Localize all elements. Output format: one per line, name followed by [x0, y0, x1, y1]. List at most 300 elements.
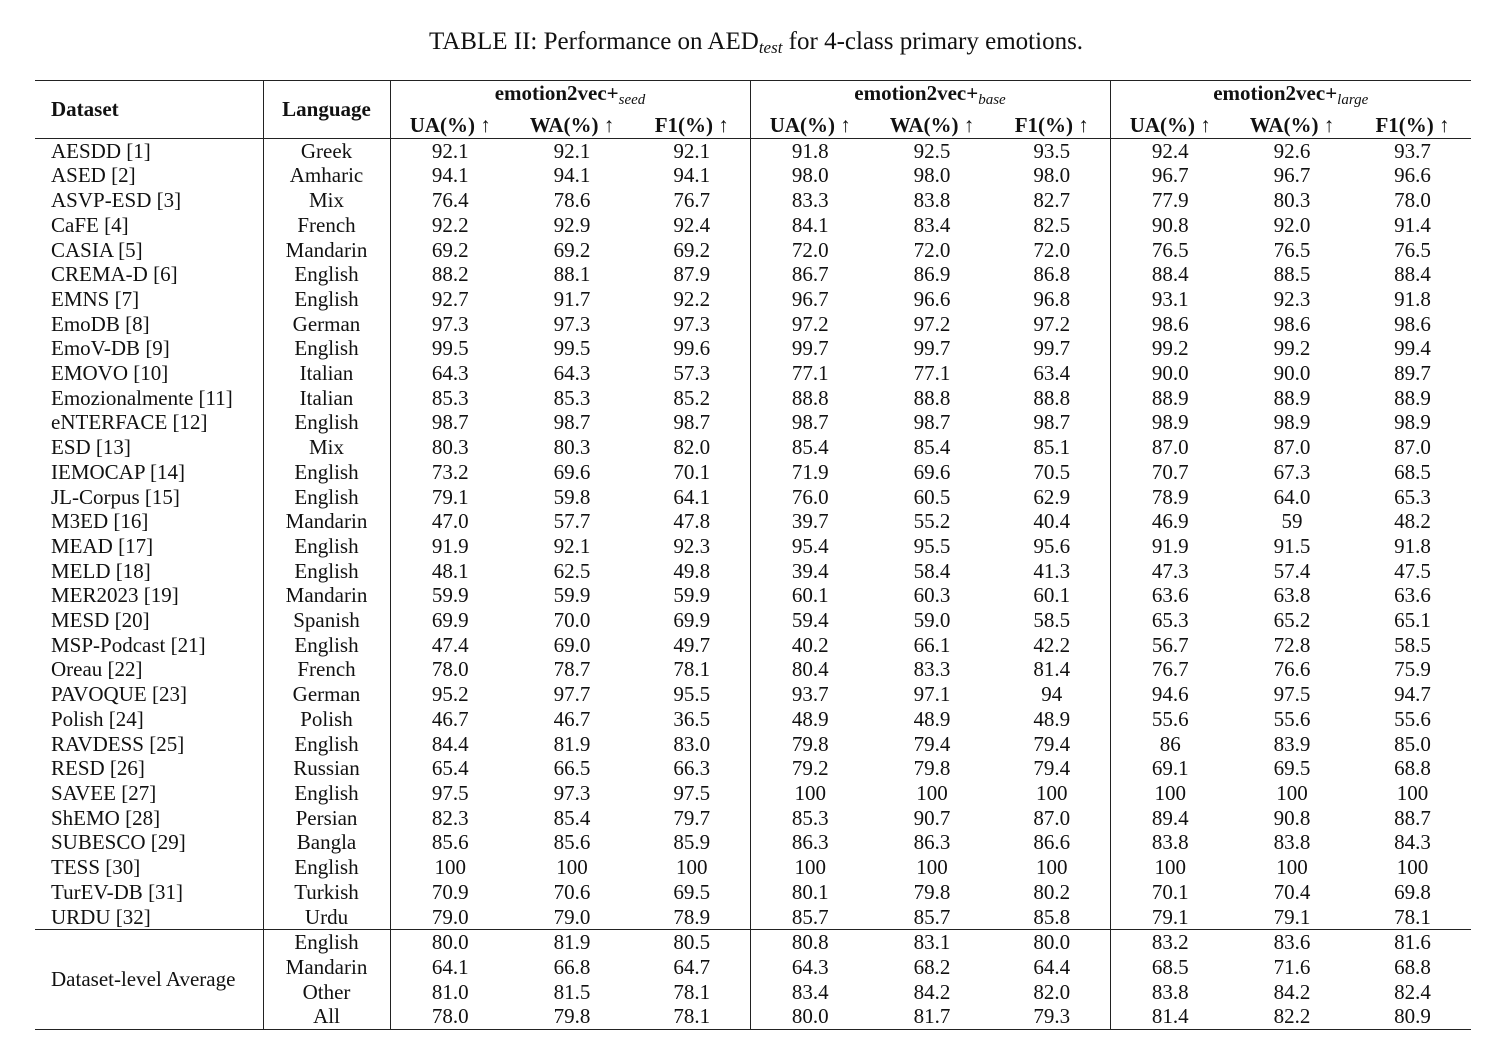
cell-seed-f1: 98.7: [673, 410, 711, 435]
cell-seed-ua: 92.2: [390, 213, 510, 238]
cell-base-wa: 88.8: [913, 385, 951, 410]
cell-dataset: JL-Corpus [15]: [51, 484, 180, 509]
cell-base-wa: 48.9: [913, 706, 951, 731]
metric-f1: F1(%) ↑: [994, 113, 1110, 139]
cell-large-ua: 90.8: [1110, 213, 1230, 238]
cell-seed-wa: 80.3: [553, 435, 591, 460]
cell-base-wa: 98.0: [913, 163, 951, 188]
cell-language: English: [263, 781, 390, 806]
table-caption: [0, 28, 1512, 58]
cell-base-ua: 80.1: [750, 880, 870, 905]
cell-large-wa: 91.5: [1273, 533, 1311, 558]
cell-seed-ua: 81.0: [390, 980, 510, 1005]
header-language: Language: [263, 81, 390, 139]
cell-large-wa: 98.9: [1273, 410, 1311, 435]
cell-seed-ua: 80.0: [390, 930, 510, 955]
cell-seed-ua: 88.2: [390, 262, 510, 287]
cell-large-ua: 78.9: [1110, 485, 1230, 510]
cell-language: Spanish: [263, 608, 390, 633]
metric-wa: WA(%) ↑: [1230, 113, 1354, 139]
cell-large-f1: 78.0: [1394, 188, 1431, 213]
cell-base-wa: 68.2: [913, 954, 951, 979]
cell-seed-ua: 79.1: [390, 485, 510, 510]
cell-language: German: [263, 682, 390, 707]
cell-language: Italian: [263, 361, 390, 386]
cell-language: Italian: [263, 386, 390, 411]
cell-seed-f1: 99.6: [673, 336, 711, 361]
cell-seed-wa: 85.6: [553, 830, 591, 855]
table-row: [35, 163, 1471, 188]
cell-base-wa: 79.8: [913, 879, 951, 904]
metric-f1: F1(%) ↑: [1354, 113, 1471, 139]
cell-base-wa: 83.8: [913, 188, 951, 213]
cell-large-f1: 93.7: [1394, 138, 1431, 163]
table-row: [35, 312, 1471, 337]
cell-base-f1: 79.4: [1033, 731, 1071, 756]
table-row: [35, 386, 1471, 411]
average-row: [35, 930, 1471, 955]
cell-base-wa: 55.2: [913, 509, 951, 534]
metric-ua: UA(%) ↑: [1110, 113, 1230, 139]
metric-ua: UA(%) ↑: [390, 113, 510, 139]
cell-large-f1: 58.5: [1394, 632, 1431, 657]
cell-large-wa: 64.0: [1273, 484, 1311, 509]
cell-large-wa: 100: [1276, 780, 1308, 805]
cell-seed-ua: 79.0: [390, 905, 510, 930]
cell-large-f1: 81.6: [1354, 930, 1471, 955]
table-row: [35, 608, 1471, 633]
cell-base-f1: 72.0: [1033, 237, 1071, 262]
cell-base-f1: 98.0: [1033, 163, 1071, 188]
cell-base-wa: 69.6: [913, 459, 951, 484]
cell-large-ua: 93.1: [1110, 287, 1230, 312]
group-name: emotion2vec+: [494, 81, 619, 105]
cell-large-f1: 88.7: [1394, 805, 1431, 830]
cell-base-wa: 60.5: [913, 484, 951, 509]
cell-seed-wa: 79.0: [553, 904, 591, 929]
cell-base-ua: 80.0: [750, 1004, 870, 1029]
cell-large-f1: 87.0: [1394, 435, 1431, 460]
cell-seed-wa: 64.3: [553, 361, 591, 386]
cell-large-f1: 98.6: [1394, 311, 1431, 336]
cell-seed-wa: 92.9: [553, 212, 591, 237]
cell-large-f1: 65.3: [1394, 484, 1431, 509]
cell-dataset: Polish [24]: [51, 706, 144, 731]
cell-seed-f1: 95.5: [673, 682, 711, 707]
cell-seed-f1: 97.3: [673, 311, 711, 336]
metric-f1: F1(%) ↑: [634, 113, 750, 139]
cell-large-wa: 71.6: [1273, 954, 1311, 979]
cell-base-f1: 63.4: [1033, 361, 1071, 386]
cell-base-ua: 95.4: [750, 534, 870, 559]
cell-language: English: [263, 855, 390, 880]
cell-seed-wa: 85.4: [553, 805, 591, 830]
cell-dataset: SAVEE [27]: [51, 780, 157, 805]
cell-large-ua: 99.2: [1110, 336, 1230, 361]
cell-large-ua: 77.9: [1110, 188, 1230, 213]
cell-seed-wa: 92.1: [553, 533, 591, 558]
cell-seed-ua: 94.1: [390, 163, 510, 188]
cell-base-wa: 99.7: [913, 336, 951, 361]
cell-base-wa: 59.0: [913, 608, 951, 633]
cell-seed-wa: 81.5: [553, 979, 591, 1004]
cell-large-wa: 88.5: [1273, 262, 1311, 287]
cell-base-ua: 88.8: [750, 386, 870, 411]
cell-large-f1: 100: [1396, 780, 1429, 805]
cell-large-wa: 82.2: [1230, 1004, 1354, 1029]
cell-seed-f1: 49.8: [673, 558, 711, 583]
cell-large-ua: 56.7: [1110, 633, 1230, 658]
cell-base-ua: 86.3: [750, 830, 870, 855]
cell-dataset: ShEMO [28]: [51, 805, 161, 830]
cell-dataset: RESD [26]: [51, 756, 145, 781]
cell-seed-wa: 81.9: [553, 731, 591, 756]
cell-large-ua: 90.0: [1110, 361, 1230, 386]
cell-seed-ua: 76.4: [390, 188, 510, 213]
cell-language: English: [263, 633, 390, 658]
cell-base-ua: 84.1: [750, 213, 870, 238]
cell-base-wa: 86.3: [913, 830, 951, 855]
cell-large-ua: 65.3: [1110, 608, 1230, 633]
table-row: [35, 485, 1471, 510]
cell-large-f1: 91.8: [1394, 533, 1431, 558]
cell-base-ua: 64.3: [750, 955, 870, 980]
table-row: [35, 830, 1471, 855]
cell-seed-wa: 92.1: [553, 138, 591, 163]
cell-dataset: ASVP-ESD [3]: [51, 188, 182, 213]
cell-large-f1: 88.9: [1394, 385, 1431, 410]
cell-base-f1: 87.0: [1033, 805, 1071, 830]
cell-seed-wa: 46.7: [553, 706, 591, 731]
cell-base-wa: 97.1: [913, 682, 951, 707]
cell-dataset: M3ED [16]: [51, 509, 149, 534]
cell-seed-f1: 85.9: [673, 830, 711, 855]
cell-seed-wa: 91.7: [553, 286, 591, 311]
cell-base-wa: 83.4: [913, 212, 951, 237]
cell-large-ua: 87.0: [1110, 435, 1230, 460]
cell-large-f1: 96.6: [1394, 163, 1431, 188]
cell-seed-f1: 78.1: [634, 1004, 750, 1029]
cell-language: Mix: [263, 435, 390, 460]
cell-large-ua: 96.7: [1110, 163, 1230, 188]
cell-base-wa: 60.3: [913, 583, 951, 608]
cell-large-f1: 68.5: [1394, 459, 1431, 484]
cell-seed-f1: 97.5: [673, 780, 711, 805]
cell-base-ua: 93.7: [750, 682, 870, 707]
cell-base-wa: 100: [916, 780, 948, 805]
cell-base-ua: 80.4: [750, 657, 870, 682]
cell-language: Mix: [263, 188, 390, 213]
cell-seed-f1: 78.9: [673, 904, 711, 929]
cell-large-ua: 86: [1110, 732, 1230, 757]
cell-seed-f1: 69.5: [673, 879, 711, 904]
cell-large-f1: 48.2: [1394, 509, 1431, 534]
cell-large-wa: 88.9: [1273, 385, 1311, 410]
header-group-seed: [390, 81, 750, 113]
cell-seed-wa: 59.8: [553, 484, 591, 509]
table-row: [35, 435, 1471, 460]
cell-base-ua: 86.7: [750, 262, 870, 287]
group-name: emotion2vec+: [854, 81, 979, 105]
cell-large-f1: 84.3: [1394, 830, 1431, 855]
cell-seed-f1: 47.8: [673, 509, 711, 534]
cell-seed-wa: 94.1: [553, 163, 591, 188]
cell-base-f1: 62.9: [1033, 484, 1071, 509]
cell-seed-wa: 70.6: [553, 879, 591, 904]
cell-large-f1: 65.1: [1394, 608, 1431, 633]
cell-large-ua: 98.9: [1110, 410, 1230, 435]
cell-base-f1: 41.3: [1033, 558, 1071, 583]
cell-seed-f1: 70.1: [673, 459, 711, 484]
cell-seed-wa: 66.5: [553, 756, 591, 781]
cell-seed-ua: 78.0: [390, 657, 510, 682]
cell-seed-ua: 48.1: [390, 559, 510, 584]
cell-seed-ua: 84.4: [390, 732, 510, 757]
cell-large-ua: 98.6: [1110, 312, 1230, 337]
cell-base-wa: 98.7: [913, 410, 951, 435]
cell-base-f1: 85.8: [1033, 904, 1071, 929]
cell-large-wa: 72.8: [1273, 632, 1311, 657]
cell-base-wa: 72.0: [913, 237, 951, 262]
header-group-base: [750, 81, 1110, 113]
cell-base-f1: 79.3: [994, 1004, 1110, 1029]
table-row: [35, 509, 1471, 534]
cell-base-wa: 97.2: [913, 311, 951, 336]
cell-base-ua: 59.4: [750, 608, 870, 633]
cell-large-f1: 98.9: [1394, 410, 1431, 435]
cell-seed-f1: 59.9: [673, 583, 711, 608]
cell-seed-wa: 98.7: [553, 410, 591, 435]
cell-seed-ua: 98.7: [390, 410, 510, 435]
cell-dataset: RAVDESS [25]: [51, 731, 185, 756]
cell-seed-wa: 97.3: [553, 780, 591, 805]
metric-wa: WA(%) ↑: [870, 113, 994, 139]
table-row: [35, 732, 1471, 757]
cell-base-wa: 79.8: [913, 756, 951, 781]
cell-base-wa: 77.1: [913, 361, 951, 386]
cell-seed-ua: 69.2: [390, 238, 510, 263]
cell-base-f1: 80.2: [1033, 879, 1071, 904]
cell-dataset: ESD [13]: [51, 435, 131, 460]
cell-large-f1: 99.4: [1394, 336, 1431, 361]
metric-wa: WA(%) ↑: [510, 113, 634, 139]
cell-base-f1: 99.7: [1033, 336, 1071, 361]
cell-dataset: EMOVO [10]: [51, 361, 169, 386]
cell-seed-ua: 100: [390, 855, 510, 880]
cell-dataset: EmoDB [8]: [51, 311, 150, 336]
cell-base-f1: 100: [1036, 855, 1068, 880]
cell-base-f1: 97.2: [1033, 311, 1071, 336]
cell-base-ua: 83.4: [750, 980, 870, 1005]
cell-seed-f1: 57.3: [673, 361, 711, 386]
cell-base-ua: 79.2: [750, 756, 870, 781]
cell-seed-f1: 82.0: [673, 435, 711, 460]
cell-base-wa: 92.5: [913, 138, 951, 163]
cell-large-wa: 55.6: [1273, 706, 1311, 731]
cell-large-wa: 69.5: [1273, 756, 1311, 781]
cell-large-ua: 69.1: [1110, 756, 1230, 781]
cell-seed-ua: 78.0: [390, 1004, 510, 1029]
cell-seed-ua: 70.9: [390, 880, 510, 905]
cell-seed-wa: 85.3: [553, 385, 591, 410]
cell-base-ua: 83.3: [750, 188, 870, 213]
cell-seed-ua: 69.9: [390, 608, 510, 633]
cell-large-f1: 85.0: [1394, 731, 1431, 756]
cell-large-f1: 82.4: [1394, 979, 1431, 1004]
cell-large-ua: 94.6: [1110, 682, 1230, 707]
cell-base-ua: 71.9: [750, 460, 870, 485]
cell-language: Urdu: [263, 905, 390, 930]
cell-base-wa: 81.7: [870, 1004, 994, 1029]
cell-large-ua: 91.9: [1110, 534, 1230, 559]
cell-seed-ua: 64.1: [390, 955, 510, 980]
cell-large-ua: 70.7: [1110, 460, 1230, 485]
cell-seed-wa: 99.5: [553, 336, 591, 361]
caption-subscript: test: [758, 38, 783, 57]
cell-large-f1: 55.6: [1394, 706, 1431, 731]
cell-large-f1: 91.8: [1394, 286, 1431, 311]
cell-language: English: [263, 559, 390, 584]
cell-base-ua: 85.3: [750, 806, 870, 831]
cell-base-ua: 80.8: [750, 930, 870, 955]
cell-dataset: CREMA-D [6]: [51, 262, 178, 287]
cell-large-wa: 92.6: [1273, 138, 1311, 163]
cell-large-ua: 55.6: [1110, 707, 1230, 732]
cell-base-wa: 90.7: [913, 805, 951, 830]
cell-seed-f1: 49.7: [673, 632, 711, 657]
cell-language: German: [263, 312, 390, 337]
cell-large-wa: 83.6: [1230, 930, 1354, 955]
cell-base-ua: 96.7: [750, 287, 870, 312]
cell-language: French: [263, 213, 390, 238]
cell-dataset: MELD [18]: [51, 558, 151, 583]
cell-large-f1: 78.1: [1394, 904, 1431, 929]
cell-seed-f1: 78.1: [673, 657, 711, 682]
cell-large-ua: 83.8: [1110, 980, 1230, 1005]
cell-large-wa: 83.8: [1273, 830, 1311, 855]
metric-ua: UA(%) ↑: [750, 113, 870, 139]
table-row: [35, 855, 1471, 880]
cell-language: English: [263, 732, 390, 757]
table-row: [35, 682, 1471, 707]
cell-large-ua: 68.5: [1110, 955, 1230, 980]
cell-base-wa: 58.4: [913, 558, 951, 583]
cell-seed-wa: 70.0: [553, 608, 591, 633]
cell-seed-wa: 59.9: [553, 583, 591, 608]
cell-dataset: MSP-Podcast [21]: [51, 632, 206, 657]
cell-seed-wa: 78.6: [553, 188, 591, 213]
cell-large-f1: 68.8: [1394, 954, 1431, 979]
cell-base-wa: 83.3: [913, 657, 951, 682]
cell-base-wa: 83.1: [870, 930, 994, 955]
cell-large-f1: 75.9: [1394, 657, 1431, 682]
table-row: [35, 806, 1471, 831]
cell-seed-f1: 36.5: [673, 706, 711, 731]
cell-large-f1: 100: [1396, 855, 1429, 880]
cell-large-ua: 92.4: [1110, 138, 1230, 163]
cell-large-ua: 89.4: [1110, 806, 1230, 831]
cell-dataset: TESS [30]: [51, 855, 141, 880]
cell-seed-f1: 92.1: [673, 138, 711, 163]
table-row: [35, 287, 1471, 312]
cell-large-wa: 87.0: [1273, 435, 1311, 460]
cell-base-f1: 79.4: [1033, 756, 1071, 781]
cell-large-wa: 65.2: [1273, 608, 1311, 633]
cell-base-ua: 85.7: [750, 905, 870, 930]
cell-seed-ua: 91.9: [390, 534, 510, 559]
cell-base-f1: 93.5: [1033, 138, 1071, 163]
cell-large-wa: 90.0: [1273, 361, 1311, 386]
cell-large-f1: 89.7: [1394, 361, 1431, 386]
caption-suffix: for 4-class primary emotions.: [782, 28, 1084, 55]
cell-large-ua: 88.9: [1110, 386, 1230, 411]
cell-large-wa: 80.3: [1273, 188, 1311, 213]
cell-base-ua: 40.2: [750, 633, 870, 658]
cell-seed-f1: 100: [676, 855, 708, 880]
cell-seed-ua: 47.4: [390, 633, 510, 658]
cell-seed-f1: 69.9: [673, 608, 711, 633]
cell-base-ua: 98.0: [750, 163, 870, 188]
table-row: [35, 213, 1471, 238]
cell-dataset: CaFE [4]: [51, 212, 129, 237]
cell-base-f1: 80.0: [994, 930, 1110, 955]
cell-dataset: Oreau [22]: [51, 657, 143, 682]
cell-base-wa: 79.4: [913, 731, 951, 756]
cell-seed-wa: 69.0: [553, 632, 591, 657]
cell-base-ua: 39.7: [750, 509, 870, 534]
cell-seed-ua: 47.0: [390, 509, 510, 534]
cell-seed-wa: 78.7: [553, 657, 591, 682]
cell-seed-f1: 64.7: [673, 954, 711, 979]
cell-seed-wa: 62.5: [553, 558, 591, 583]
header-group-large: [1110, 81, 1471, 113]
cell-language: English: [263, 534, 390, 559]
average-section: [35, 930, 1471, 1030]
table-row: [35, 238, 1471, 263]
cell-large-wa: 79.1: [1273, 904, 1311, 929]
cell-base-ua: 100: [750, 781, 870, 806]
cell-large-f1: 68.8: [1394, 756, 1431, 781]
cell-large-ua: 46.9: [1110, 509, 1230, 534]
cell-large-wa: 100: [1276, 855, 1308, 880]
group-name: emotion2vec+: [1213, 81, 1338, 105]
cell-language: All: [263, 1004, 390, 1029]
cell-seed-f1: 92.4: [673, 212, 711, 237]
cell-language: Mandarin: [263, 238, 390, 263]
cell-dataset: EmoV-DB [9]: [51, 336, 170, 361]
cell-seed-wa: 69.2: [553, 237, 591, 262]
cell-dataset: MESD [20]: [51, 608, 150, 633]
cell-seed-ua: 97.5: [390, 781, 510, 806]
cell-seed-wa: 81.9: [510, 930, 634, 955]
cell-seed-wa: 100: [556, 855, 588, 880]
group-sub: seed: [618, 92, 646, 108]
results-table: [35, 80, 1471, 1030]
cell-large-wa: 99.2: [1273, 336, 1311, 361]
table-row: [35, 138, 1471, 163]
cell-language: Mandarin: [263, 509, 390, 534]
cell-seed-ua: 92.7: [390, 287, 510, 312]
cell-language: Turkish: [263, 880, 390, 905]
cell-seed-f1: 92.3: [673, 533, 711, 558]
table-row: [35, 460, 1471, 485]
cell-base-f1: 94: [1041, 682, 1063, 707]
cell-large-wa: 97.5: [1273, 682, 1311, 707]
cell-seed-wa: 97.3: [553, 311, 591, 336]
cell-base-f1: 58.5: [1033, 608, 1071, 633]
cell-base-ua: 97.2: [750, 312, 870, 337]
table-row: [35, 262, 1471, 287]
